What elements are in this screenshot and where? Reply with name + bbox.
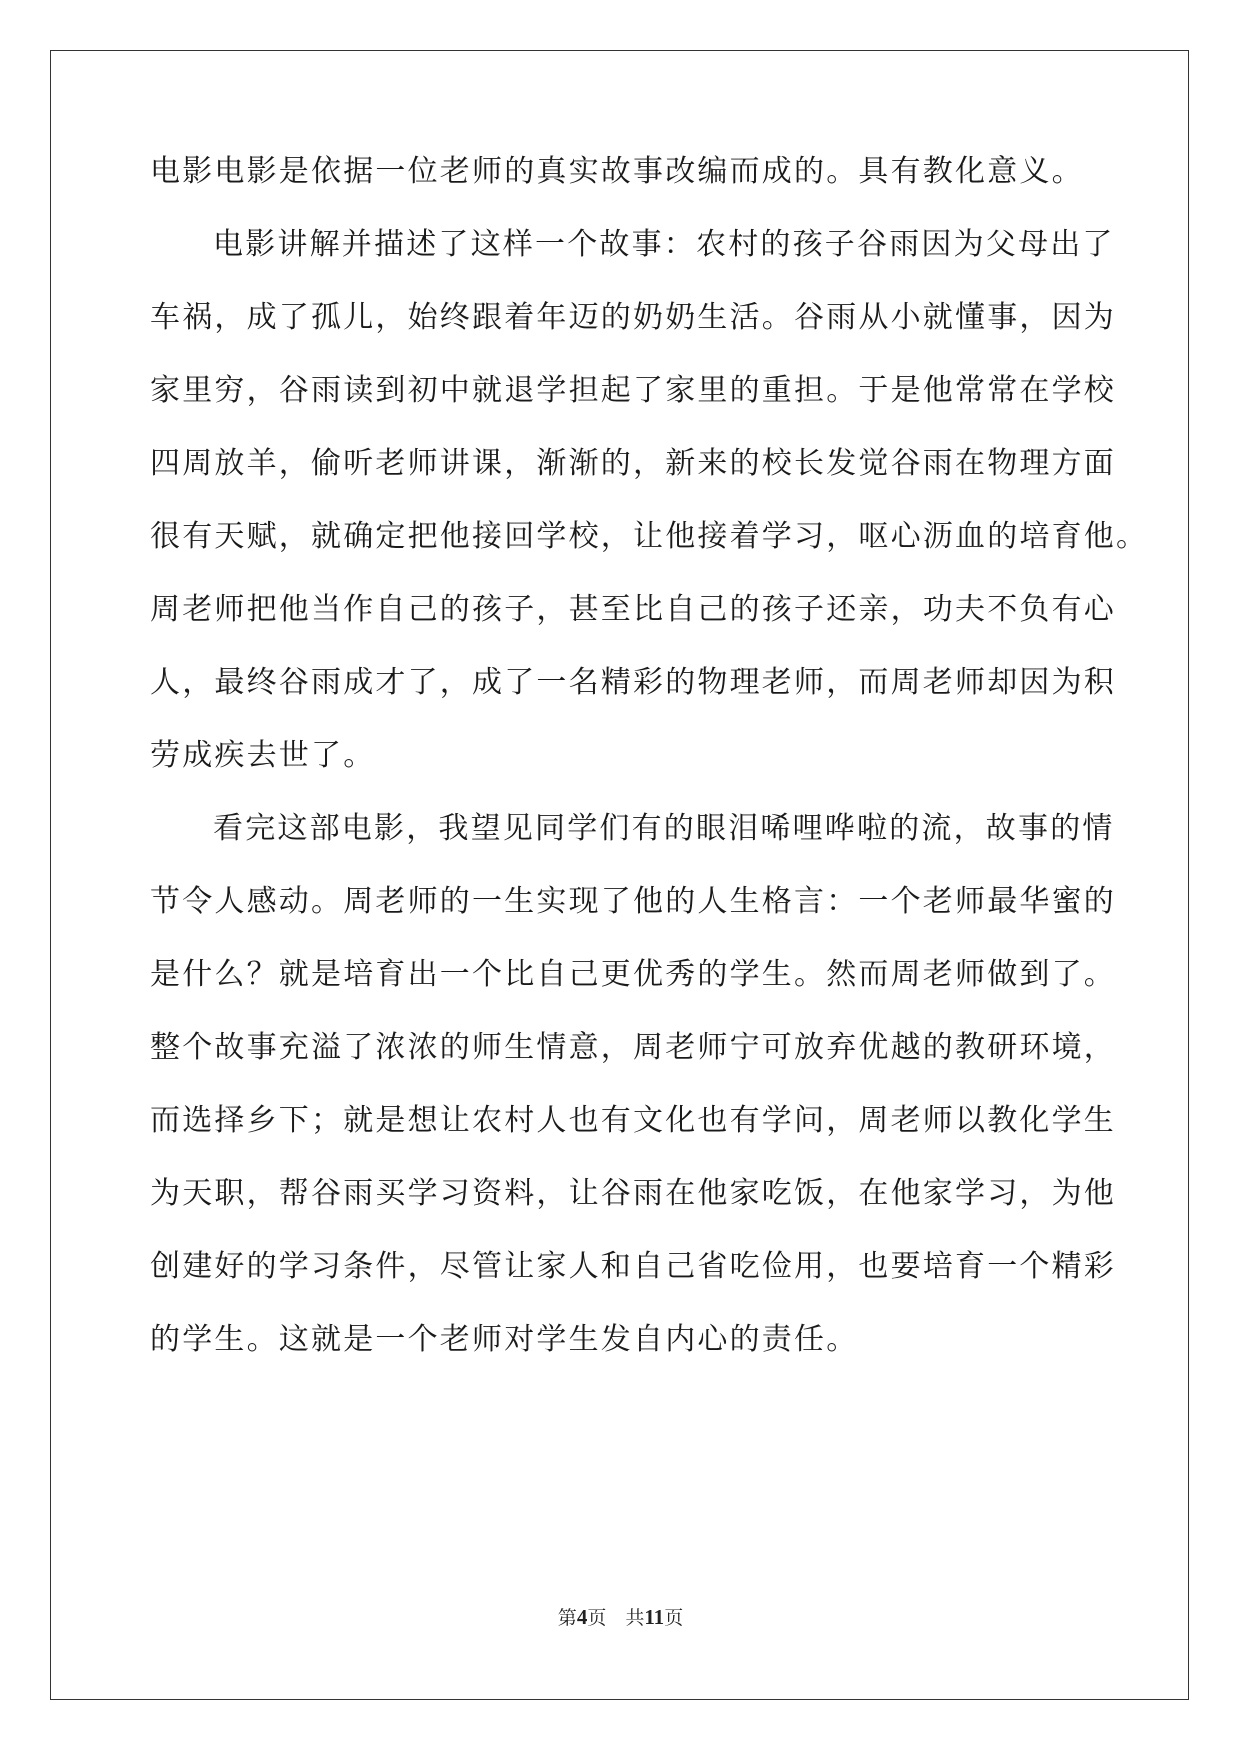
text-line: 劳成疾去世了。	[150, 738, 376, 773]
paragraph-start-line: 看完这部电影，我望见同学们有的眼泪唏哩哗啦的流，故事的情	[213, 811, 1115, 846]
total-prefix: 共	[625, 1608, 645, 1629]
text-line: 创建好的学习条件，尽管让家人和自己省吃俭用，也要培育一个精彩	[150, 1249, 1116, 1284]
page-footer	[0, 1605, 1241, 1631]
page-prefix: 第	[557, 1608, 577, 1629]
text-line: 周老师把他当作自己的孩子，甚至比自己的孩子还亲，功夫不负有心	[150, 592, 1116, 627]
text-line: 为天职，帮谷雨买学习资料，让谷雨在他家吃饭，在他家学习，为他	[150, 1176, 1116, 1211]
total-suffix: 页	[664, 1608, 684, 1629]
text-line: 节令人感动。周老师的一生实现了他的人生格言：一个老师最华蜜的	[150, 884, 1116, 919]
text-line: 是什么？就是培育出一个比自己更优秀的学生。然而周老师做到了。	[150, 957, 1116, 992]
text-line: 而选择乡下；就是想让农村人也有文化也有学问，周老师以教化学生	[150, 1103, 1116, 1138]
total-pages: 11	[644, 1605, 665, 1629]
text-line: 人，最终谷雨成才了，成了一名精彩的物理老师，而周老师却因为积	[150, 665, 1116, 700]
text-line: 车祸，成了孤儿，始终跟着年迈的奶奶生活。谷雨从小就懂事，因为	[150, 300, 1116, 335]
text-line: 的学生。这就是一个老师对学生发自内心的责任。	[150, 1322, 859, 1357]
text-line: 电影电影是依据一位老师的真实故事改编而成的。具有教化意义。	[150, 154, 1084, 189]
text-line: 很有天赋，就确定把他接回学校，让他接着学习，呕心沥血的培育他。	[150, 519, 1149, 554]
paragraph-start-line: 电影讲解并描述了这样一个故事：农村的孩子谷雨因为父母出了	[213, 227, 1115, 262]
page-suffix: 页	[587, 1608, 607, 1629]
text-line: 四周放羊，偷听老师讲课，渐渐的，新来的校长发觉谷雨在物理方面	[150, 446, 1116, 481]
text-line: 整个故事充溢了浓浓的师生情意，周老师宁可放弃优越的教研环境，	[150, 1030, 1116, 1065]
page-number: 4	[576, 1605, 588, 1629]
text-line: 家里穷，谷雨读到初中就退学担起了家里的重担。于是他常常在学校	[150, 373, 1116, 408]
